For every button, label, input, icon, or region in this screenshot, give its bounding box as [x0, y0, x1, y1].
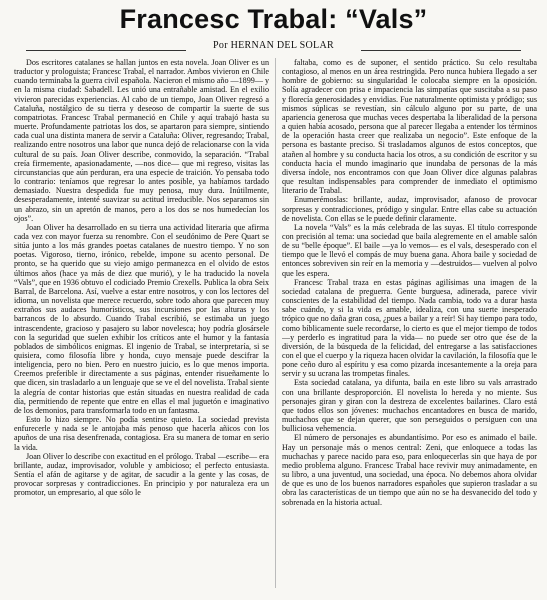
paragraph: La novela “Vals” es la más celebrada de las suyas. El título corresponde con precisión al tema: una sociedad que baila alegremente en el amable salón de su “belle époque”. El baile —ya lo vemos— es el vals, desesperado con el tiempo que le llevó el compás de muy buena gana. Ahora baile y sociedad de entonces sobreviven sin reír en la memoria y —destruidos— vuelven al polvo que les espera. [282, 222, 537, 278]
right-column [282, 58, 537, 598]
paragraph: faltaba, como es de suponer, el sentido práctico. Su celo resultaba contagioso, al menos en un área restringida. Pero nunca hubiera llegado a ser hombre de gobierno: su singularidad le colocaba siempre en la oposición. Solía agradecer con prisa e impaciencia las simpatías que suscitaba a su paso y florecía generosidades y envidias. Fue naturalmente optimista y pródigo; sus mismos súplicas se revestían, sin cálculo alguno por su parte, de una apariencia generosa que muchas veces despertaba la liberalidad de la persona a quien había acosado, persona que al parecer llegaba a entender los términos de la operación hasta creer que realizaba un negocio”. Este enfoque de la persona es bastante preciso. Si trasladamos algunos de estos conceptos, que atañen al hombre y su conducta hacia los otros, a su condición de escritor y su conducta hacia el mundo imaginario que inundaba de personas de la más diversa índole, nos encontramos con que Joan Oliver dice algunas palabras que resultan indispensables para comprender de inmediato el optimismo literario de Trabal. [282, 58, 537, 196]
paragraph: Francesc Trabal traza en estas páginas agilísimas una imagen de la sociedad catalana de preguerra. Gente burguesa, adinerada, parece vivir conscientes de la estabilidad del tiempo. Nada cambia, todo va a durar hasta sabe cuándo, y si la vida es amable, idealiza, con una suerte inesperado trópico que no daña gran cosa, ¿pues a bailar y a reír! Si hay tiempo para todo, como bíblicamente suele recordarse, lo cierto es que el mejor tiempo de todos —y perderlo es ingratitud para la vida— no puede ser otro que ése de la diversión, de la búsqueda de la felicidad, del entregarse a las satisfacciones con el que el cuerpo y la riqueza hacen olvidar la cavilación, la filosofía que le pone ceño duro al espíritu y esa como pizarda incesantemente a la oreja para servir y su ucrana las trompetas finales. [282, 277, 537, 379]
article-byline: Por HERNAN DEL SOLAR [213, 40, 334, 51]
byline-rule-right [361, 50, 521, 51]
paragraph: Esto lo hizo siempre. No podía sentirse quieto. La sociedad prevista enfurecerle y nada se le antojaba más penoso que hacerla añicos con los apuños de una risa desenfrenada, contagiosa. Era su manera de tomar en serio la vida. [14, 415, 269, 452]
column-divider [275, 58, 276, 588]
left-column [14, 58, 269, 598]
paragraph: Joan Oliver ha desarrollado en su tierra una actividad literaria que afirma cada vez con mayor fuerza su renombre. Con el seudónimo de Pere Quart se sitúa junto a los más grandes poetas catalanes de nuestro tiempo. Y no son poetas. Vigoroso, tierno, irónico, rebelde, impone su acento personal. De pronto, se ha querido que su viejo amigo permanezca en el olvido de estos últimos años (hace ya más de diez que murió), y le ha traducido la novela “Vals”, que en 1936 obtuvo el codiciado Premio Crexells. Publica la obra Seix Barral, de Barcelona. Así, vuelve a estar entre nosotros, y con los lectores del idioma, un novelista que merece recuerdo, sobre todo ahora que parecen muy extraños sus audaces humorísticos, sus incursiones por las alturas y los barrancos de lo absurdo. Cuando Trabal escribió, se estimaba un juego intrascendente, gracioso y pasajero su labor novelesca; hoy podría glosársele con la seguridad que suelen exhibir los críticos ante el humor y la fantasía poblados de simbólicos enigmas. El ingenio de Trabal, se interpretaría, si se quisiera, como filosofía libre y honda, cuyo mensaje puede descifrar la inteligencia, pero no bien. Pero en nuestro juicio, es lo que menos importa. Creemos preferible ir directamente a sus páginas, entender risueñamente lo que dicen, sin trasladarlo a un lenguaje que se ve el del novelista. Trabal siente la alegría de contar historias que están situadas en nuestra realidad de cada día, permitiendo de repente que entre en ellas el mal juguetón e imaginativo de los demonios, para transformarla todo en un fantasma. [14, 222, 269, 415]
article-title: Francesc Trabal: “Vals” [119, 4, 428, 34]
paragraph: Dos escritores catalanes se hallan juntos en esta novela. Joan Oliver es un traductor y prologuista; Francesc Trabal, el narrador. Ambos vivieron en Chile cuando terminaba la guerra civil española. Nacieron el mismo año —1899— y en la misma ciudad: Sabadell. Les unió una entrañable amistad. En el exilio vivieron parecidas experiencias. Al cabo de un tiempo, Joan Oliver regresó a Cataluña, nostálgico de su tierra y deseoso de compartir la suerte de sus compatriotas. Francesc Trabal permaneció en Chile y aquí trabajó hasta su muerte. Profundamente patriotas los dos, se apartaron para siempre, sintiendo cada cual una distinta manera de servir a Cataluña: Oliver, regresando; Trabal, realizando entre nosotros una labor que nunca dejó de relacionarse con la vida cultural de su país. Joan Oliver describe, conmovido, la separación. “Trabal creía firmemente, apasionadamente, —nos dice— que mi regreso, visitas las circunstancias que aún perduran, era una especie de traición. Yo pensaba todo lo contrario: teníamos que regresar lo antes posible, ya habíamos tardado demasiado. Nuestra despedida fue muy penosa, muy dura. Inútilmente, desesperadamente, intenté suavizar su actitud irreducible. Nos separamos sin un abrazo, sin un apretón de manos, pero a los dos se nos humedecían los ojos”. [14, 58, 269, 223]
paragraph: Joan Oliver lo describe con exactitud en el prólogo. Trabal —escribe— era brillante, audaz, improvisador, voluble y ambicioso; el perfecto entusiasta. Sentía el afán de agitarse y de agitar, de sacudir a la gente y las cosas, de provocar sorpresas y contradicciones. En principio y por naturaleza era un promotor, un empresario, al que sólo le [14, 451, 269, 498]
paragraph: Enumerémoslas: brillante, audaz, improvisador, afanoso de provocar sorpresas y contradicciones, pródigo y singular. Entre ellas cabe su actuación de novelista. Con ellas se le puede definir claramente. [282, 195, 537, 223]
paragraph: El número de personajes es abundantísimo. Por eso es animado el baile. Hay un personaje más o menos central: Zeni, que enloquece a todas las muchachas y parece nacido para eso, para enloquecerlas sin que haya de por medio problema alguno. Francesc Trabal hace revivir muy animadamente, en su libro, a una juventud, una sociedad, una época. No debemos ahora olvidar de que es uno de los buenos narradores españoles que supieron trasladar a su obra las características de un tiempo que aún no se ha desvanecido del todo y sobrenada en la historia actual. [282, 433, 537, 507]
paragraph: Esta sociedad catalana, ya difunta, baila en este libro su vals arrastrado con una brillante desproporción. El novelista lo hereda y no miente. Sus personajes giran y giran con la destreza de excelentes bailarines. Claro está que todos ellos son jóvenes: muchachos encantadores en busca de marido, muchachos que se dejan querer, que son perseguidos o persiguen con una bulliciosa vehemencia. [282, 378, 537, 434]
